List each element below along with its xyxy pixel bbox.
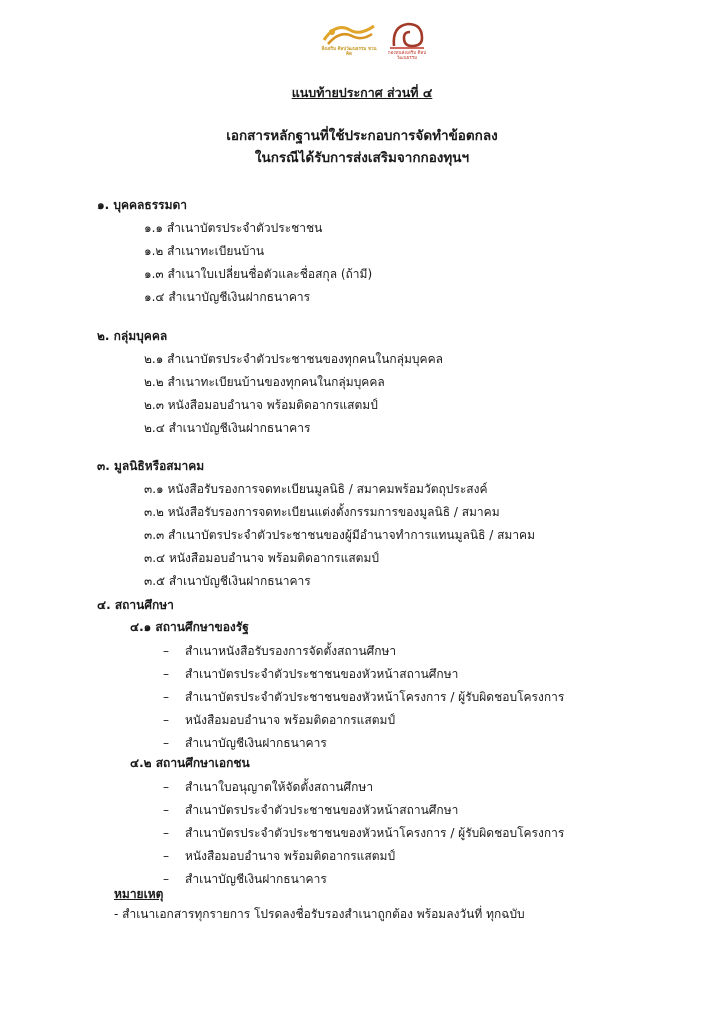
annex-title-text: แนบท้ายประกาศ ส่วนที่ ๔ (291, 85, 433, 100)
list-item: ๑.๒ สำเนาทะเบียนบ้าน (144, 244, 265, 258)
list-item: ๑.๓ สำเนาใบเปลี่ยนชื่อตัวและชื่อสกุล (ถ้ามี) (144, 267, 373, 281)
dash-bullet: – (163, 736, 169, 750)
fund-logo-right (382, 18, 432, 64)
fund-logo-left-text: สิ่งเสริม ศิลปวัฒนธรรม ชวนคิด (321, 47, 377, 57)
list-item (163, 666, 458, 682)
section-heading: ๑. บุคคลธรรมดา (97, 198, 188, 212)
list-item-text: สำเนาบัตรประจำตัวประชาชนของหัวหน้าโครงการ / ผู้รับผิดชอบโครงการ (185, 690, 565, 704)
list-item: ๓.๕ สำเนาบัญชีเงินฝากธนาคาร (144, 574, 311, 588)
list-item-text: สำเนาบัตรประจำตัวประชาชนของหัวหน้าสถานศึกษา (185, 667, 459, 681)
list-item-text: สำเนาบัญชีเงินฝากธนาคาร (185, 872, 327, 886)
swoosh-logo-icon (320, 18, 378, 48)
section-heading: ๓. มูลนิธิหรือสมาคม (97, 459, 205, 473)
section-heading: ๔. สถานศึกษา (97, 598, 174, 612)
list-item-text: สำเนาบัตรประจำตัวประชาชนของหัวหน้าโครงการ / ผู้รับผิดชอบโครงการ (185, 826, 565, 840)
dash-bullet: – (163, 690, 169, 704)
fund-logo-right-text: กองทุนส่งเสริม ศิลปวัฒนธรรม (387, 51, 427, 61)
list-item (163, 802, 458, 818)
subsection-heading: ๔.๒ สถานศึกษาเอกชน (130, 756, 250, 770)
list-item: ๒.๒ สำเนาทะเบียนบ้านของทุกคนในกลุ่มบุคคล (144, 375, 385, 389)
section-heading: ๒. กลุ่มบุคคล (97, 329, 168, 343)
list-item-text: สำเนาบัตรประจำตัวประชาชนของหัวหน้าสถานศึกษา (185, 803, 459, 817)
list-item-text: สำเนาหนังสือรับรองการจัดตั้งสถานศึกษา (185, 644, 397, 658)
list-item: ๓.๑ หนังสือรับรองการจดทะเบียนมูลนิธิ / สมาคมพร้อมวัตถุประสงค์ (144, 482, 488, 496)
list-item: ๓.๔ หนังสือมอบอำนาจ พร้อมติดอากรแสตมป์ (144, 551, 379, 565)
list-item: ๑.๔ สำเนาบัญชีเงินฝากธนาคาร (144, 290, 311, 304)
list-item: ๓.๒ หนังสือรับรองการจดทะเบียนแต่งตั้งกรรมการของมูลนิธิ / สมาคม (144, 505, 500, 519)
dash-bullet: – (163, 872, 169, 886)
list-item-text: หนังสือมอบอำนาจ พร้อมติดอากรแสตมป์ (185, 713, 396, 727)
dash-bullet: – (163, 667, 169, 681)
document-title-line-2: ในกรณีได้รับการส่งเสริมจากกองทุนฯ (254, 150, 470, 166)
list-item (163, 712, 395, 728)
spiral-logo-icon (382, 18, 432, 52)
list-item (163, 871, 327, 887)
list-item: ๑.๑ สำเนาบัตรประจำตัวประชาชน (144, 221, 323, 235)
list-item (163, 689, 564, 705)
document-title (0, 125, 724, 169)
list-item: ๒.๓ หนังสือมอบอำนาจ พร้อมติดอากรแสตมป์ (144, 398, 378, 412)
header-logos (0, 18, 724, 64)
list-item: ๒.๔ สำเนาบัญชีเงินฝากธนาคาร (144, 421, 311, 435)
annex-title (0, 83, 724, 103)
dash-bullet: – (163, 803, 169, 817)
document-title-line-1: เอกสารหลักฐานที่ใช้ประกอบการจัดทำข้อตกลง (226, 128, 498, 144)
fund-logo-left (320, 18, 378, 64)
note-text: - สำเนาเอกสารทุกรายการ โปรดลงชื่อรับรองสำเนาถูกต้อง พร้อมลงวันที่ ทุกฉบับ (114, 907, 525, 921)
list-item (163, 779, 373, 795)
list-item-text: สำเนาบัญชีเงินฝากธนาคาร (185, 736, 327, 750)
list-item: ๒.๑ สำเนาบัตรประจำตัวประชาชนของทุกคนในกลุ่มบุคคล (144, 352, 443, 366)
note-heading: หมายเหตุ (114, 887, 164, 901)
list-item (163, 643, 396, 659)
dash-bullet: – (163, 713, 169, 727)
subsection-heading: ๔.๑ สถานศึกษาของรัฐ (130, 620, 249, 634)
list-item-text: สำเนาใบอนุญาตให้จัดตั้งสถานศึกษา (185, 780, 374, 794)
list-item (163, 848, 395, 864)
dash-bullet: – (163, 780, 169, 794)
list-item-text: หนังสือมอบอำนาจ พร้อมติดอากรแสตมป์ (185, 849, 396, 863)
list-item: ๓.๓ สำเนาบัตรประจำตัวประชาชนของผู้มีอำนาจทำการแทนมูลนิธิ / สมาคม (144, 528, 535, 542)
dash-bullet: – (163, 644, 169, 658)
dash-bullet: – (163, 826, 169, 840)
dash-bullet: – (163, 849, 169, 863)
list-item (163, 735, 327, 751)
list-item (163, 825, 564, 841)
